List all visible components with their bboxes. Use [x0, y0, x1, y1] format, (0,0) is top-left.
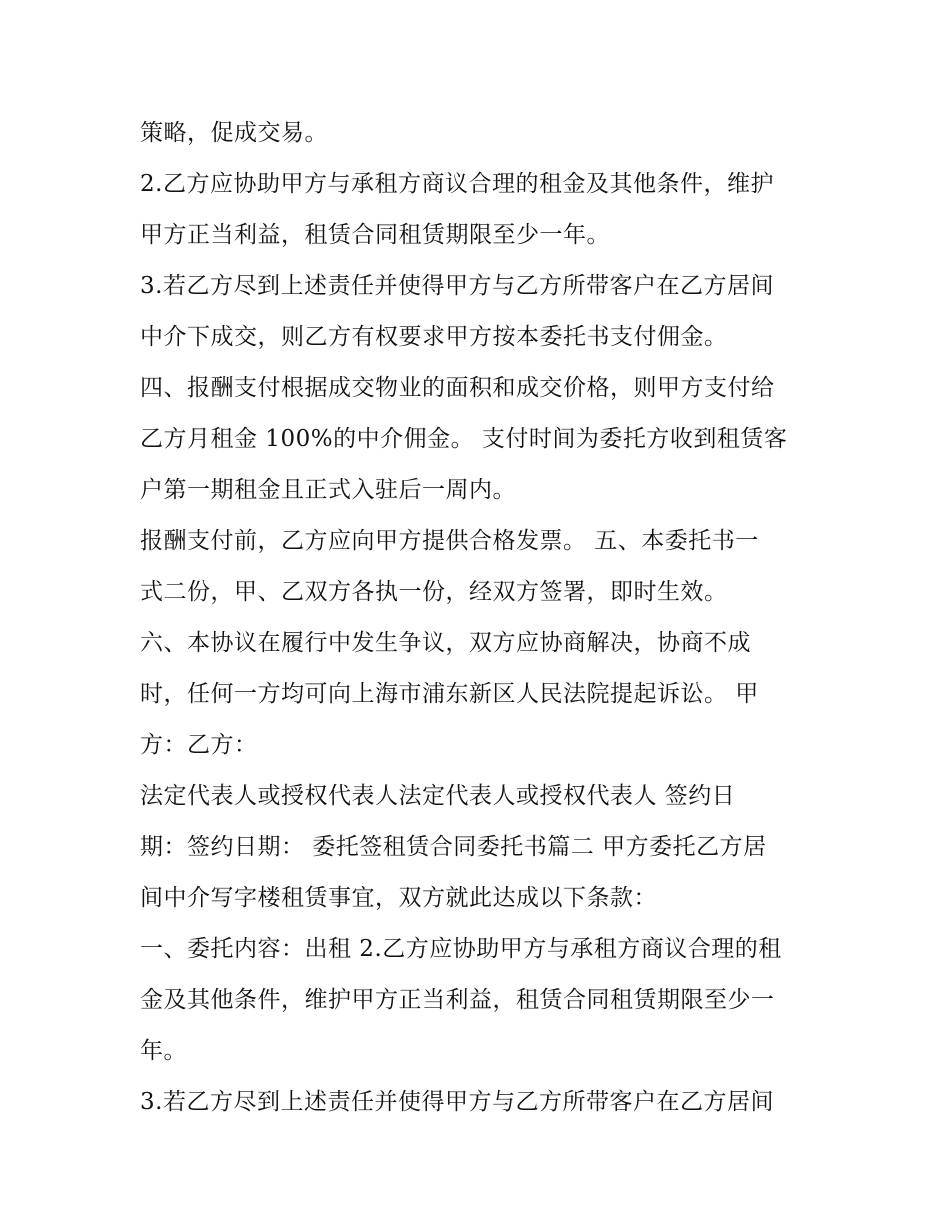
- text-line: 3.若乙方尽到上述责任并使得甲方与乙方所带客户在乙方居间: [140, 1089, 774, 1115]
- text-line: 年。: [140, 1038, 187, 1064]
- text-line: 六、本协议在履行中发生争议，双方应协商解决，协商不成: [140, 630, 751, 656]
- text-line: 一、委托内容：出租 2.乙方应协助甲方与承租方商议合理的租: [140, 936, 782, 962]
- text-line: 策略，促成交易。: [140, 120, 328, 146]
- text-line: 2.乙方应协助甲方与承租方商议合理的租金及其他条件，维护: [140, 171, 774, 197]
- text-line: 期：签约日期： 委托签租赁合同委托书篇二 甲方委托乙方居: [140, 834, 767, 860]
- text-line: 法定代表人或授权代表人法定代表人或授权代表人 签约日: [140, 783, 736, 809]
- text-line: 方：乙方：: [140, 732, 258, 758]
- text-line: 报酬支付前，乙方应向甲方提供合格发票。 五、本委托书一: [140, 528, 759, 554]
- text-line: 乙方月租金 100%的中介佣金。 支付时间为委托方收到租赁客: [140, 426, 788, 452]
- text-line: 3.若乙方尽到上述责任并使得甲方与乙方所带客户在乙方居间: [140, 273, 774, 299]
- text-line: 金及其他条件，维护甲方正当利益，租赁合同租赁期限至少一: [140, 987, 775, 1013]
- text-line: 式二份，甲、乙双方各执一份，经双方签署，即时生效。: [140, 579, 728, 605]
- text-line: 时，任何一方均可向上海市浦东新区人民法院提起诉讼。 甲: [140, 681, 759, 707]
- text-line: 户第一期租金且正式入驻后一周内。: [140, 477, 516, 503]
- text-line: 甲方正当利益，租赁合同租赁期限至少一年。: [140, 222, 610, 248]
- text-line: 四、报酬支付根据成交物业的面积和成交价格，则甲方支付给: [140, 375, 775, 401]
- text-line: 间中介写字楼租赁事宜，双方就此达成以下条款：: [140, 885, 657, 911]
- text-line: 中介下成交，则乙方有权要求甲方按本委托书支付佣金。: [140, 324, 728, 350]
- document-body: [140, 108, 820, 1128]
